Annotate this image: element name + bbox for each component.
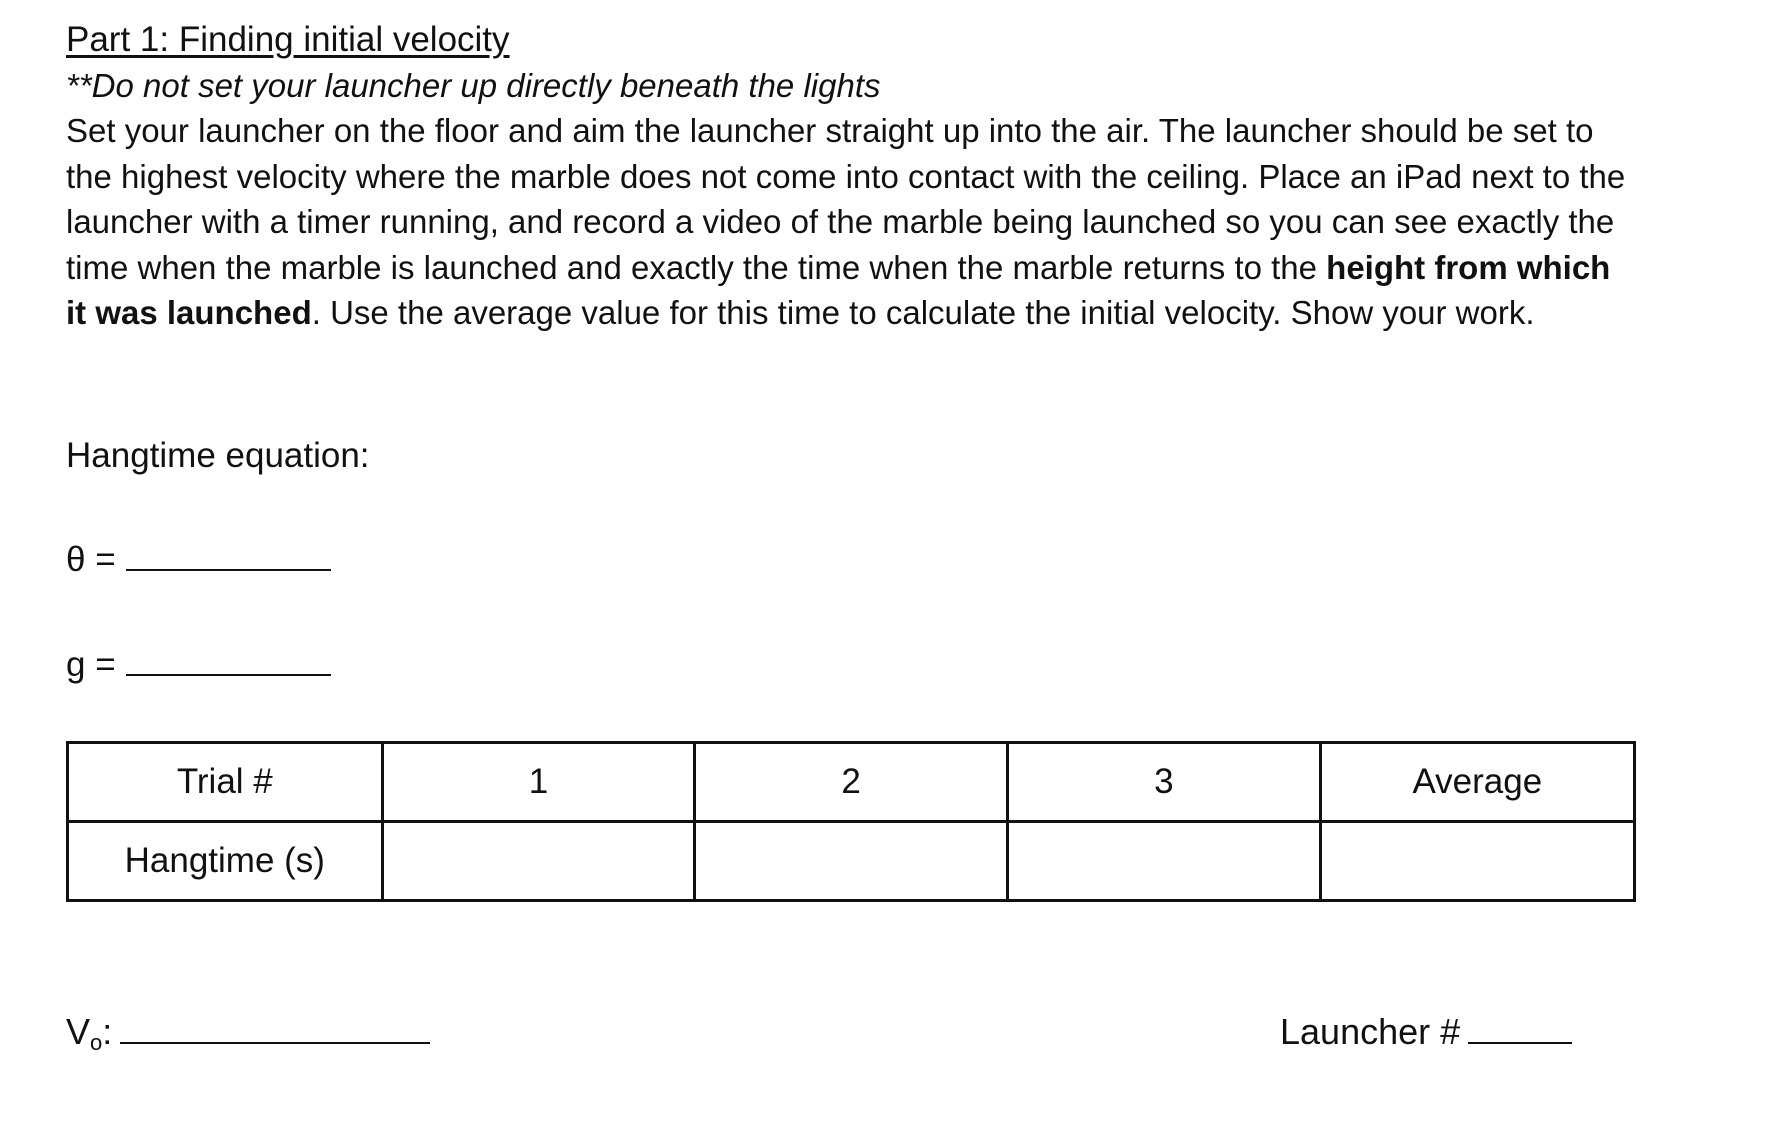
v0-colon: :	[102, 1011, 113, 1052]
g-blank[interactable]	[126, 644, 331, 676]
launcher-number-line	[1280, 1010, 1572, 1054]
header-cell-1: 1	[382, 743, 695, 822]
instructions-block	[66, 18, 1646, 336]
table-header-row	[68, 743, 1635, 822]
v0-blank[interactable]	[120, 1012, 430, 1044]
g-line	[66, 643, 331, 687]
hangtime-cell-average[interactable]	[1320, 822, 1634, 901]
header-cell-3: 3	[1007, 743, 1320, 822]
instructions-text-1: Set your launcher on the floor and aim the launcher straight up into the air. The launcher should be set to the highest velocity where the marble does not come into contact with the ceiling. Place an iPad next to the launcher with a timer running, and record a video of the marble being launched so you can see exactly the time when the marble is launched and exactly the time when the marble returns to the	[66, 112, 1626, 286]
g-label: g =	[66, 645, 116, 684]
instructions-paragraph	[66, 108, 1636, 336]
hangtime-cell-2[interactable]	[695, 822, 1008, 901]
launcher-label: Launcher #	[1280, 1011, 1461, 1052]
theta-line	[66, 538, 331, 582]
hangtime-table	[66, 741, 1636, 902]
instructions-bold-text: height from which it was launched	[66, 248, 1611, 331]
hangtime-equation-label: Hangtime equation:	[66, 436, 370, 475]
instructions-text-2: . Use the average value for this time to calculate the initial velocity. Show your work.	[311, 294, 1535, 331]
v0-subscript: o	[90, 1030, 103, 1055]
header-cell-trial: Trial #	[68, 743, 383, 822]
header-cell-average: Average	[1320, 743, 1634, 822]
section-title: Part 1: Finding initial velocity	[66, 20, 510, 59]
theta-label: θ =	[66, 540, 116, 579]
row-label-hangtime: Hangtime (s)	[68, 822, 383, 901]
v0-symbol: V	[66, 1011, 91, 1052]
initial-velocity-line	[66, 1010, 430, 1065]
warning-note: **Do not set your launcher up directly beneath the lights	[66, 67, 881, 104]
table-row-hangtime	[68, 822, 1635, 901]
hangtime-cell-3[interactable]	[1007, 822, 1320, 901]
hangtime-cell-1[interactable]	[382, 822, 695, 901]
theta-blank[interactable]	[126, 539, 331, 571]
launcher-blank[interactable]	[1468, 1012, 1572, 1044]
header-cell-2: 2	[695, 743, 1008, 822]
